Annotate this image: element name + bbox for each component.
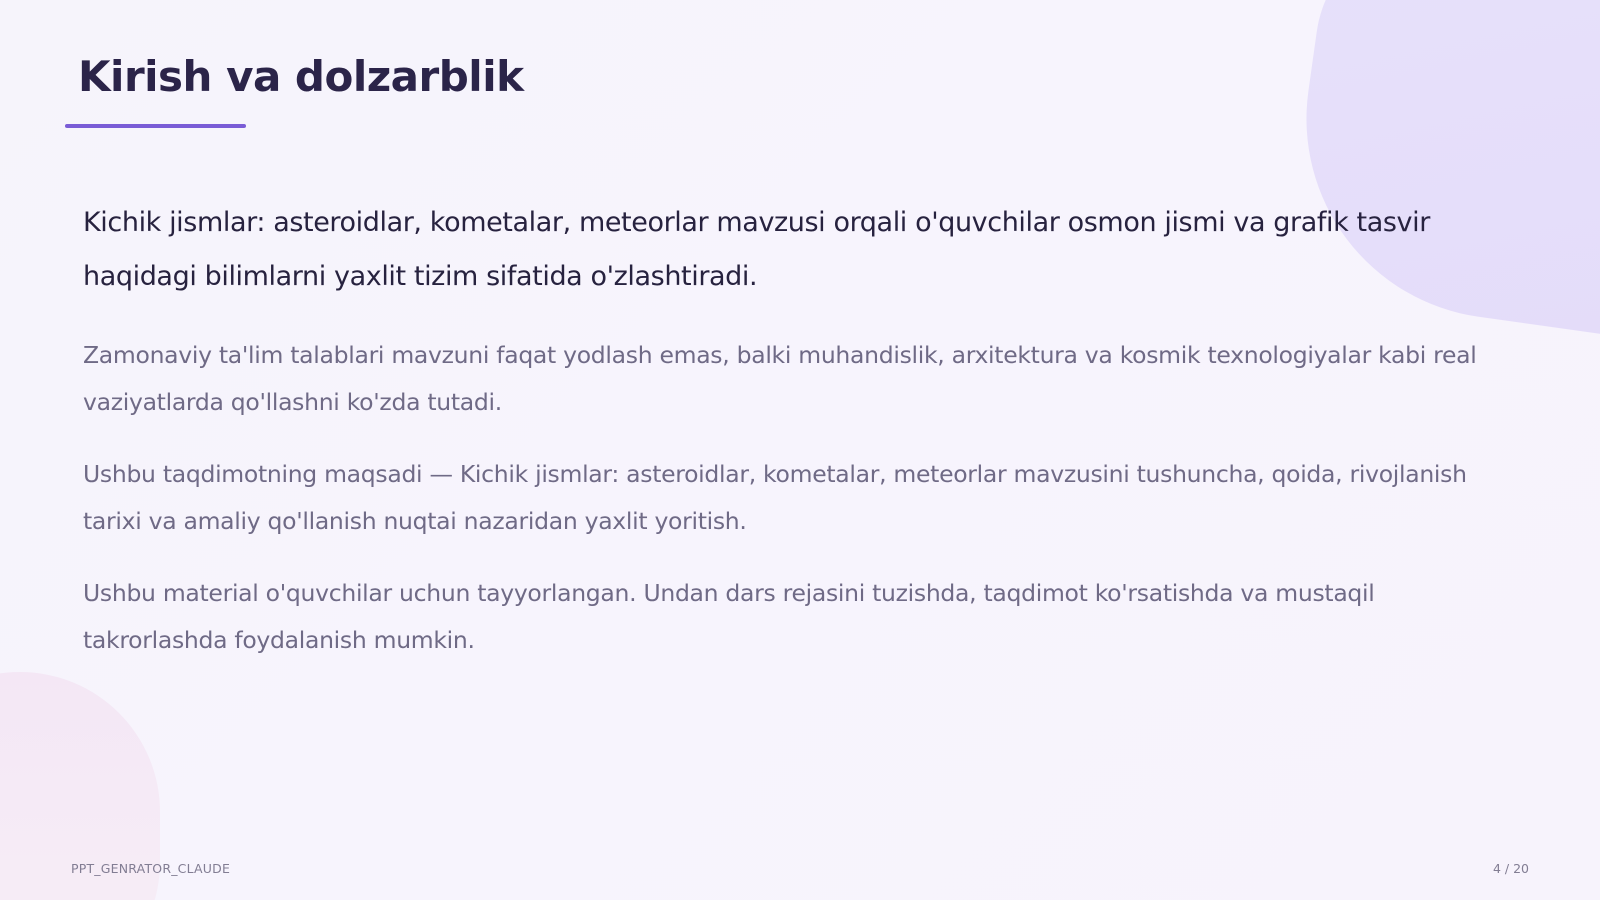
body-paragraph: Ushbu taqdimotning maqsadi — Kichik jismlar: asteroidlar, kometalar, meteorlar mavzusini tushuncha, qoida, rivojlanish tarixi va amaliy qo'llanish nuqtai nazaridan yaxlit yoritish. [83, 460, 1467, 535]
slide-content [83, 196, 1518, 689]
page-number: 4 / 20 [1492, 861, 1529, 876]
title-underline [65, 124, 246, 128]
footer-brand: PPT_GENRATOR_CLAUDE [71, 861, 231, 876]
body-paragraph: Zamonaviy ta'lim talablari mavzuni faqat yodlash emas, balki muhandislik, arxitektura va kosmik texnologiyalar kabi real vaziyatlarda qo'llashni ko'zda tutadi. [83, 341, 1477, 416]
lead-paragraph: Kichik jismlar: asteroidlar, kometalar, meteorlar mavzusi orqali o'quvchilar osmon jismi va grafik tasvir haqidagi bilimlarni yaxlit tizim sifatida o'zlashtiradi. [83, 207, 1430, 292]
slide-title: Kirish va dolzarblik [78, 52, 524, 101]
body-paragraph: Ushbu material o'quvchilar uchun tayyorlangan. Undan dars rejasini tuzishda, taqdimot ko'rsatishda va mustaqil takrorlashda foydalanish mumkin. [83, 579, 1375, 654]
